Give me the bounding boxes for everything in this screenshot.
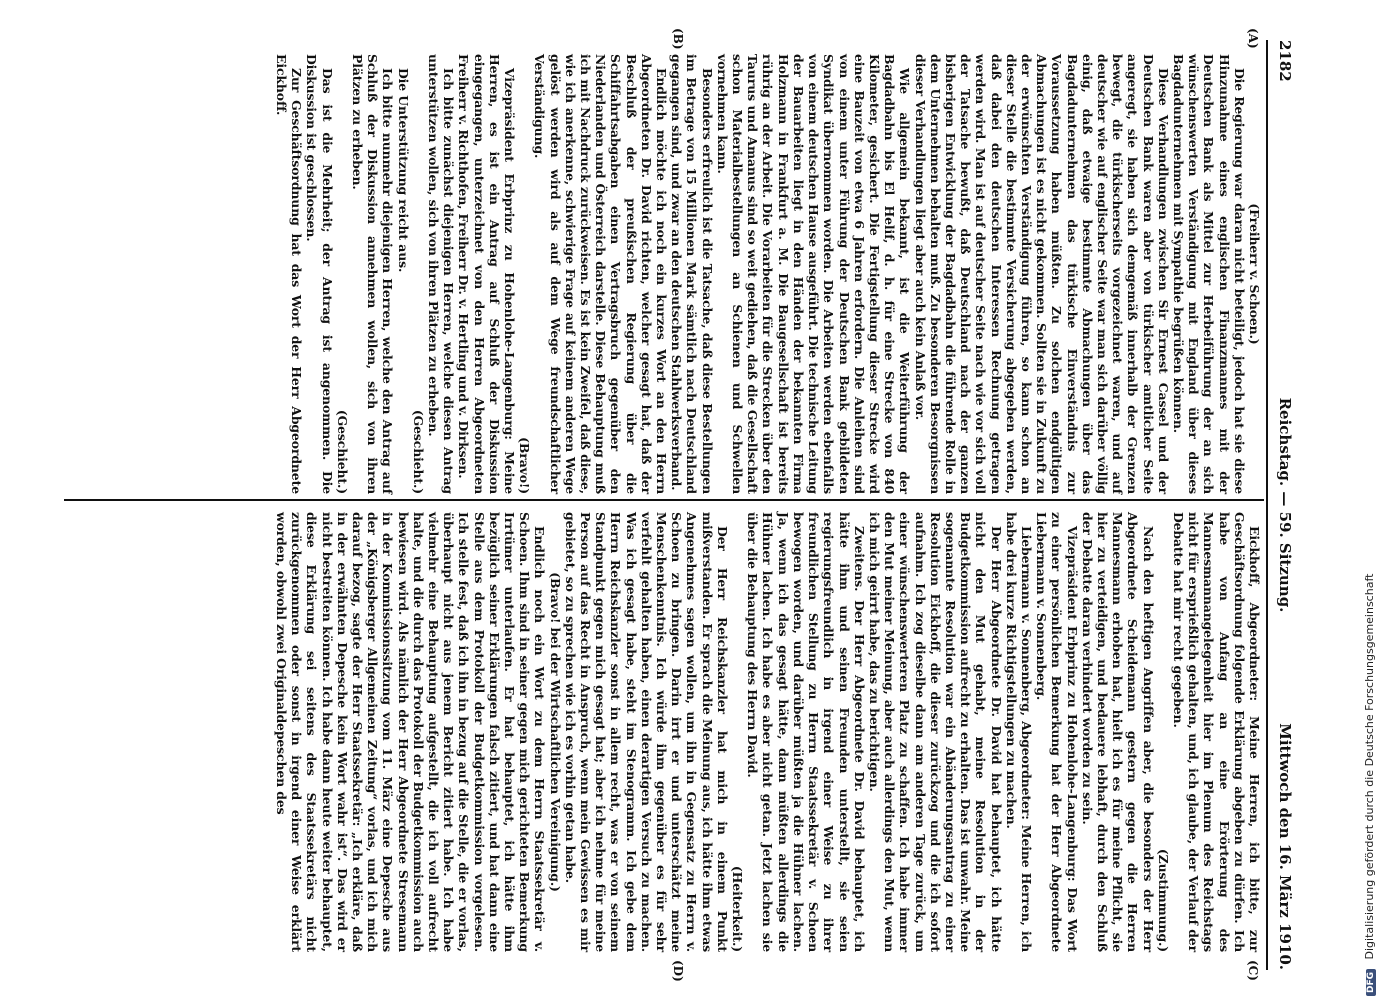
page-title: Reichstag. — 59. Sitzung. — [1276, 397, 1294, 613]
paragraph: Liebermann v. Sonnenberg, Abgeordneter: Meine Herren, ich habe drei kurze Richtigstellungen zu machen. — [1003, 512, 1034, 952]
left-column — [274, 54, 1262, 494]
paragraph: Vizepräsident Erbprinz zu Hohenlohe-Langenburg: Meine Herren, es ist ein Antrag auf Schluß der Diskussion eingegangen, unterzeichnet von den Herren Abgeordneten Freiherr v. Richthofen, Freiherr Dr. v. Hertling und v. Dirksen. — [456, 54, 518, 494]
paragraph: Endlich noch ein Wort zu dem Herrn Staatssekretär v. Schoen. Ihm sind in seiner gegen mich gerichteten Bemerkung Irrtümer unterlaufen. Er hat behauptet, ich hätte ihm bezüglich seiner Erklärungen falsch zitiert, und hat dann eine Stelle aus dem Protokoll der Budgetkommission vorgelesen. Ich stelle fest, daß ich ihn in bezug auf die Stelle, die er vorlas, überhaupt nicht aus jenem Bericht zitiert habe. Ich habe vielmehr eine Behauptung aufgestellt, die ich voll aufrecht halte, und die durch das Protokoll der Budgetkommission auch bewiesen wird. Als nämlich der Herr Abgeordnete Stresemann in der Kommissionssitzung vom 11. März eine Depesche aus der „Königsberger Allgemeinen Zeitung“ vorlas, und ich mich darauf bezog, sagte der Herr Staatssekretär: „Ich erkläre, daß in der erwähnten Depesche kein Wort wahr ist“. Das wird er nicht bestreiten können. Ich habe dann heute weiter behauptet, diese Erklärung sei seitens des Staatssekretärs nicht zurückgenommen oder sonst in irgend einer Weise erklärt worden, obwohl zwei Originaldepeschen des — [274, 512, 548, 952]
funding-note — [1363, 6, 1379, 996]
interjection: (Geschieht.) — [334, 409, 350, 494]
margin-letter-d: (D) — [671, 960, 685, 982]
column-divider — [64, 499, 1264, 501]
margin-letter-b: (B) — [671, 28, 685, 50]
paragraph: Der Herr Abgeordnete Dr. David hat behauptet, ich hätte nicht den Mut gehabt, meine Resolution in der Budgetkommission aufrecht zu erhalten. Das ist unwahr. Meine sogenannte Resolution war ein Abänderungsantrag zu einer Resolution Eickhoff, die dieser zurückzog und die ich sofort aufnahm. Ich zog dieselbe dann am anderen Tage zurück, um einer wünschenswerteren Platz zu schaffen. Ich habe immer den Mut meiner Meinung, aber auch allerdings den Mut, wenn ich mich geirrt habe, das zu berichtigen. — [866, 512, 1004, 952]
paragraph: Der Herr Reichskanzler hat mich in einem Punkt mißverstanden. Er sprach die Meinung aus, ich hätte ihm etwas Angenehmes sagen wollen, um ihn in Gegensatz zu Herrn v. Schoen zu bringen. Darin irrt er und unterschätzt meine Menschenkenntnis. Ich würde ihm gegenüber es für sehr verfehlt gehalten haben, einen derartigen Versuch zu machen. Was ich gesagt habe, steht im Stenogramm. Ich gebe dem Herrn Reichskanzler sonst in allem recht, was er von seinem Standpunkt gegen mich gesagt hat; aber ich nehme für meine Person auf das Recht in Anspruch, wenn mein Gewissen es mir gebietet, so zu sprechen wie ich es vorhin getan habe. — [562, 512, 730, 952]
header-rule — [1267, 40, 1269, 970]
paragraph: Die Unterstützung reicht aus. — [395, 68, 411, 273]
interjection: (Bravo! bei der Wirtschaftlichen Vereinigung.) — [547, 572, 563, 892]
paragraph: Endlich möchte ich noch ein kurzes Wort an den Herrn Abgeordneten Dr. David richten, welcher gesagt hat, daß der Beschluß der preußischen Regierung über die Schiffahrtsabgaben einen Vertragsbruch gegenüber den Niederlanden und Österreich darstelle. Diese Behauptung muß ich mit Nachdruck zurückweisen. Es ist kein Zweifel, daß diese, wie ich anerkenne, schwierige Frage auf keinem anderen Wege gelöst werden wird als auf dem Wege freundschaftlicher Verständigung. — [532, 54, 670, 494]
paragraph: Zur Geschäftsordnung hat das Wort der Herr Abgeordnete Eickhoff. — [274, 54, 305, 494]
paragraph: Die Regierung war daran nicht beteiligt, jedoch hat sie diese Hinzunahme eines englischen Finanzmannes mit der Deutschen Bank als Mittel zur Herbeiführung der an sich wünschenswerten Verständigung mit England über dieses Bagdadunternehmen mit Sympathie begrüßen können. — [1170, 54, 1247, 494]
dfg-logo-icon: DFG — [1366, 969, 1376, 996]
interjection: (Geschieht.) — [410, 409, 426, 494]
paragraph: Vizepräsident Erbprinz zu Hohenlohe-Langenburg: Das Wort zu einer persönlichen Bemerkung hat der Herr Abgeordnete Liebermann v. Sonnenberg. — [1034, 512, 1080, 952]
margin-letter-c: (C) — [1246, 960, 1260, 981]
page-number: 2182 — [1276, 40, 1294, 82]
funding-note-text: Digitalisierung gefördert durch die Deutsche Forschungsgemeinschaft — [1363, 573, 1376, 960]
interjection: (Bravo!) — [517, 437, 533, 494]
interjection: (Zustimmung.) — [1155, 848, 1171, 952]
page-header — [1270, 40, 1294, 970]
rotated-page — [55, 30, 1300, 980]
paragraph: Eickhoff, Abgeordneter: Meine Herren, ich bitte, zur Geschäftsordnung folgende Erklärung abgeben zu dürfen. Ich habe von Anfang an eine Erörterung des Mannesmannangelegenheit hier im Plenum des Reichstags nicht für ersprießlich gehalten, und, ich glaube, der Verlauf der Debatte hat mir recht gegeben. — [1170, 512, 1262, 952]
page-date: Mittwoch den 16. März 1910. — [1276, 723, 1294, 970]
speaker-context: (Freiherr v. Schoen.) — [1247, 203, 1262, 345]
paragraph: Ich bitte nunmehr diejenigen Herren, welche den Antrag auf Schluß der Diskussion annehmen wollen, sich von ihren Plätzen zu erheben. — [350, 54, 396, 494]
margin-letter-a: (A) — [1246, 28, 1260, 49]
paragraph: Besonders erfreulich ist die Tatsache, daß diese Bestellungen im Betrage von 15 Millionen Mark sämtlich nach Deutschland gegangen sind, und zwar an den deutschen Stahlwerksverband. — [669, 54, 715, 494]
paragraph: Das ist die Mehrheit; der Antrag ist angenommen. Die Diskussion ist geschlossen. — [304, 54, 335, 494]
paragraph: Nach den heftigen Angriffen aber, die besonders der Herr Abgeordnete Scheidemann gestern gegen die Herren Mannesmann erhoben hat, hielt ich es für meine Pflicht, sie hier zu verteidigen, und bedauere lebhaft, durch den Schluß der Debatte daran verhindert worden zu sein. — [1079, 512, 1156, 952]
interjection: (Heiterkeit.) — [730, 865, 746, 952]
paragraph: Zweitens. Der Herr Abgeordnete Dr. David behauptet, ich hätte ihm und seinen Freunden unterstellt, sie seien regierungsfreundlich in irgend einer Weise zu ihrer freundlichen Stellung zu Herrn Staatssekretär v. Schoen bewogen worden, und darüber müßten ja die Hühner lachen. Ja, wenn ich das gesagt hätte, dann müßten allerdings die Hühner lachen. Ich habe es aber nicht getan. Jetzt lachen sie über die Behauptung des Herrn David. — [745, 512, 867, 952]
paragraph: Wie allgemein bekannt, ist die Weiterführung der Bagdadbahn bis El Helif, d. h. für eine Strecke von 840 Kilometer, gesichert. Die Fertigstellung dieser Strecke wird eine Bauzeit von etwa 6 Jahren erfordern. Die Anleihen sind von einem unter Führung der Deutschen Bank gebildeten Syndikat übernommen worden. Die Arbeiten werden ebenfalls von einem deutschen Hause ausgeführt. Die technische Leitung der Bauarbeiten liegt in den Händen der bekannten Firma Holzmann in Frankfurt a. M. Die Baugesellschaft ist bereits rührig an der Arbeit. Die Vorarbeiten für die Strecken über den Taurus und Amanus sind so weit gediehen, daß die Gesellschaft schon Materialbestellungen an Schienen und Schwellen vornehmen kann. — [714, 54, 913, 494]
paragraph: Ich bitte zunächst diejenigen Herren, welche diesen Antrag unterstützen wollen, sich von ihren Plätzen zu erheben. — [426, 54, 457, 494]
right-column — [274, 512, 1262, 952]
paragraph: Diese Verhandlungen zwischen Sir Ernest Cassel und der Deutschen Bank waren aber von türkischer amtlicher Seite angeregt, sie haben sich demgemäß innerhalb der Grenzen bewegt, die türkischerseits vorgezeichnet waren, und auf deutscher wie auf englischer Seite war man sich darüber völlig einig, daß etwaige bestimmte Abmachungen über das Bagdadunternehmen das türkische Einverständnis zur Voraussetzung haben müßten. Zu solchen endgültigen Abmachungen ist es nicht gekommen. Sollten sie in Zukunft zu der erwünschten Verständigung führen, so kann schon an dieser Stelle die bestimmte Versicherung abgegeben werden, daß dabei den deutschen Interessen Rechnung getragen werden wird. Man ist auf deutscher Seite nach wie vor sich voll der Tatsache bewußt, daß Deutschland nach der ganzen bisherigen Entwicklung der Bagdadbahn die führende Rolle in dem Unternehmen behalten muß. Zu besonderen Besorgnissen dieser Verhandlungen liegt aber auch kein Anlaß vor. — [912, 54, 1171, 494]
